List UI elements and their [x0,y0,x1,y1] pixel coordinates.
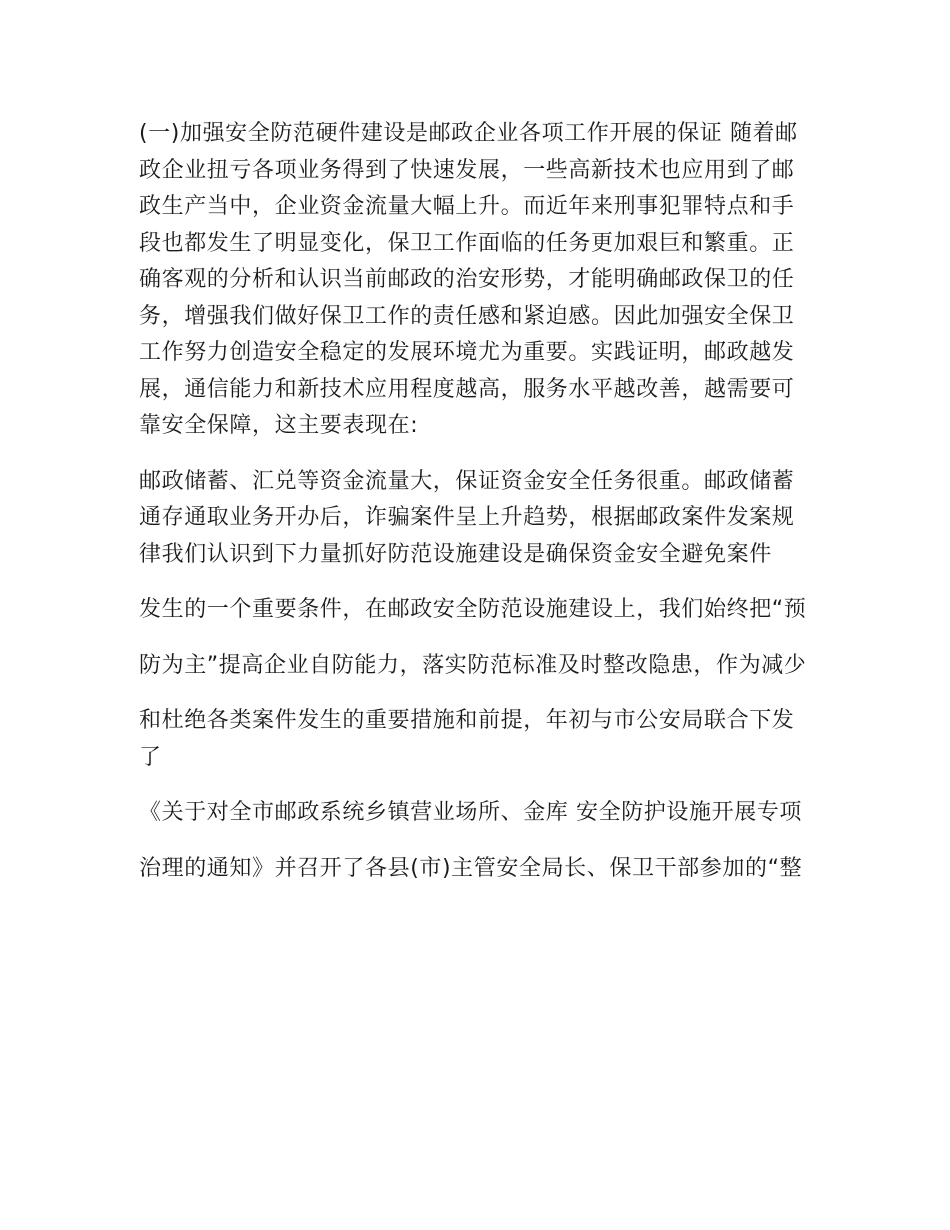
paragraph-7: 治理的通知》并召开了各县(市)主管安全局长、保卫干部参加的“整 [139,855,803,881]
document-body [139,116,811,906]
paragraph-4: 防为主”提高企业自防能力，落实防范标准及时整改隐患，作为减少 [139,652,807,678]
paragraph-5: 和杜绝各类案件发生的重要措施和前提，年初与市公安局联合下发了 [139,708,795,770]
paragraph-6: 《关于对全市邮政系统乡镇营业场所、金库 安全防护设施开展专项 [139,800,802,825]
paragraph-2: 邮政储蓄、汇兑等资金流量大，保证资金安全任务很重。邮政储蓄通存通取业务开办后，诈骗案件呈上升趋势，根据邮政案件发案规律我们认识到下力量抓好防范设施建设是确保资金安全避免案件 [139,468,795,567]
paragraph-1: (一)加强安全防范硬件建设是邮政企业各项工作开展的保证 随着邮政企业扭亏各项业务得到了快速发展，一些高新技术也应用到了邮政生产当中，企业资金流量大幅上升。而近年来刑事犯罪特点和手段也都发生了明显变化，保卫工作面临的任务更加艰巨和繁重。正确客观的分析和认识当前邮政的治安形势，才能明确邮政保卫的任务，增强我们做好保卫工作的责任感和紧迫感。因此加强安全保卫工作努力创造安全稳定的发展环境尤为重要。实践证明，邮政越发展，通信能力和新技术应用程度越高，服务水平越改善，越需要可靠安全保障，这主要表现在: [139,121,798,438]
paragraph-3: 发生的一个重要条件，在邮政安全防范设施建设上，我们始终把“预 [139,597,807,622]
